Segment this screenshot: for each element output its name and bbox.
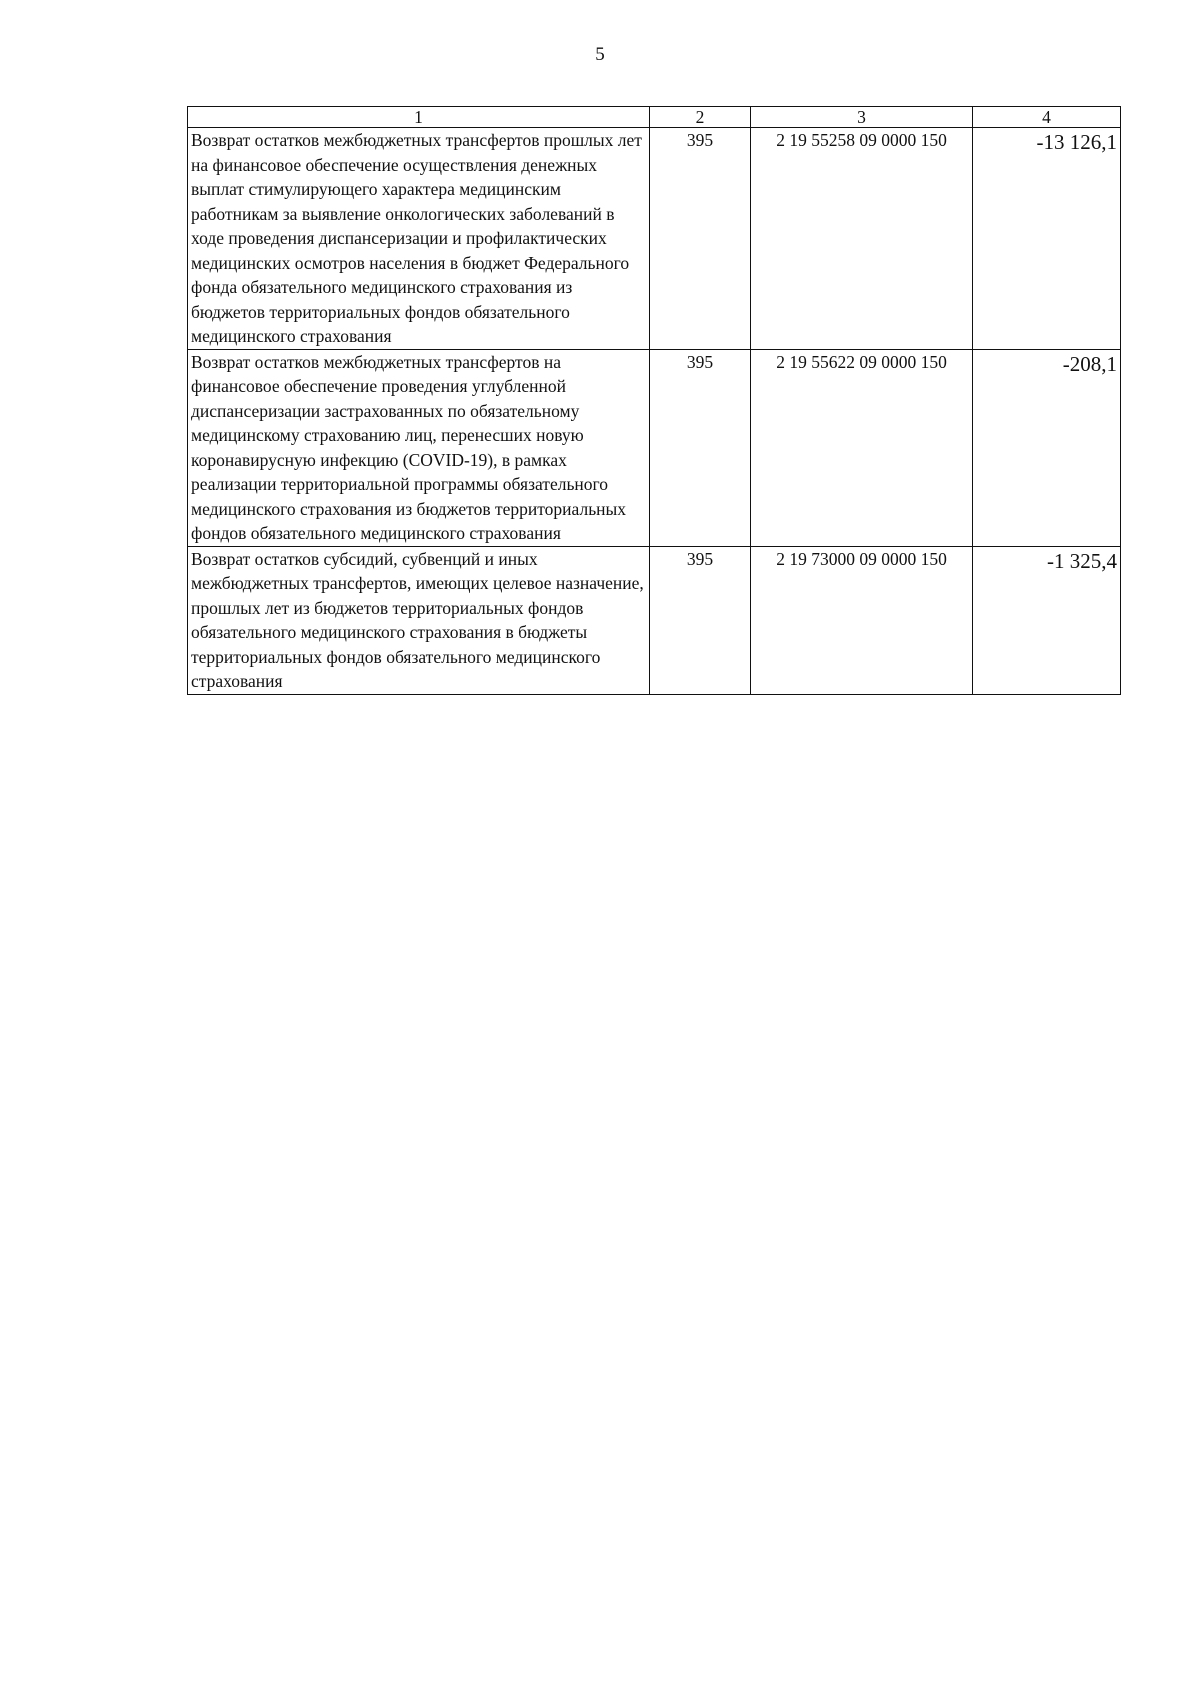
row-budget-code: 2 19 55622 09 0000 150 bbox=[751, 349, 973, 546]
table-header-row bbox=[188, 107, 1121, 128]
page-number: 5 bbox=[595, 44, 605, 65]
table-row bbox=[188, 128, 1121, 350]
column-header-4: 4 bbox=[973, 107, 1121, 128]
row-admin-code: 395 bbox=[650, 546, 751, 694]
row-description: Возврат остатков субсидий, субвенций и иных межбюджетных трансфертов, имеющих целевое назначение, прошлых лет из бюджетов территориальных фондов обязательного медицинского страхования в бюджеты территориальных фондов обязательного медицинского страхования bbox=[188, 546, 650, 694]
row-admin-code: 395 bbox=[650, 128, 751, 350]
row-budget-code: 2 19 73000 09 0000 150 bbox=[751, 546, 973, 694]
column-header-3: 3 bbox=[751, 107, 973, 128]
row-budget-code: 2 19 55258 09 0000 150 bbox=[751, 128, 973, 350]
row-amount: -208,1 bbox=[973, 349, 1121, 546]
column-header-2: 2 bbox=[650, 107, 751, 128]
row-admin-code: 395 bbox=[650, 349, 751, 546]
row-amount: -13 126,1 bbox=[973, 128, 1121, 350]
column-header-1: 1 bbox=[188, 107, 650, 128]
row-amount: -1 325,4 bbox=[973, 546, 1121, 694]
row-description: Возврат остатков межбюджетных трансфертов прошлых лет на финансовое обеспечение осуществления денежных выплат стимулирующего характера медицинским работникам за выявление онкологических заболеваний в ходе проведения диспансеризации и профилактических медицинских осмотров населения в бюджет Федерального фонда обязательного медицинского страхования из бюджетов территориальных фондов обязательного медицинского страхования bbox=[188, 128, 650, 350]
table-row bbox=[188, 546, 1121, 694]
row-description: Возврат остатков межбюджетных трансфертов на финансовое обеспечение проведения углубленной диспансеризации застрахованных по обязательному медицинскому страхованию лиц, перенесших новую коронавирусную инфекцию (COVID-19), в рамках реализации территориальной программы обязательного медицинского страхования из бюджетов территориальных фондов обязательного медицинского страхования bbox=[188, 349, 650, 546]
budget-table bbox=[187, 106, 1121, 695]
table-row bbox=[188, 349, 1121, 546]
